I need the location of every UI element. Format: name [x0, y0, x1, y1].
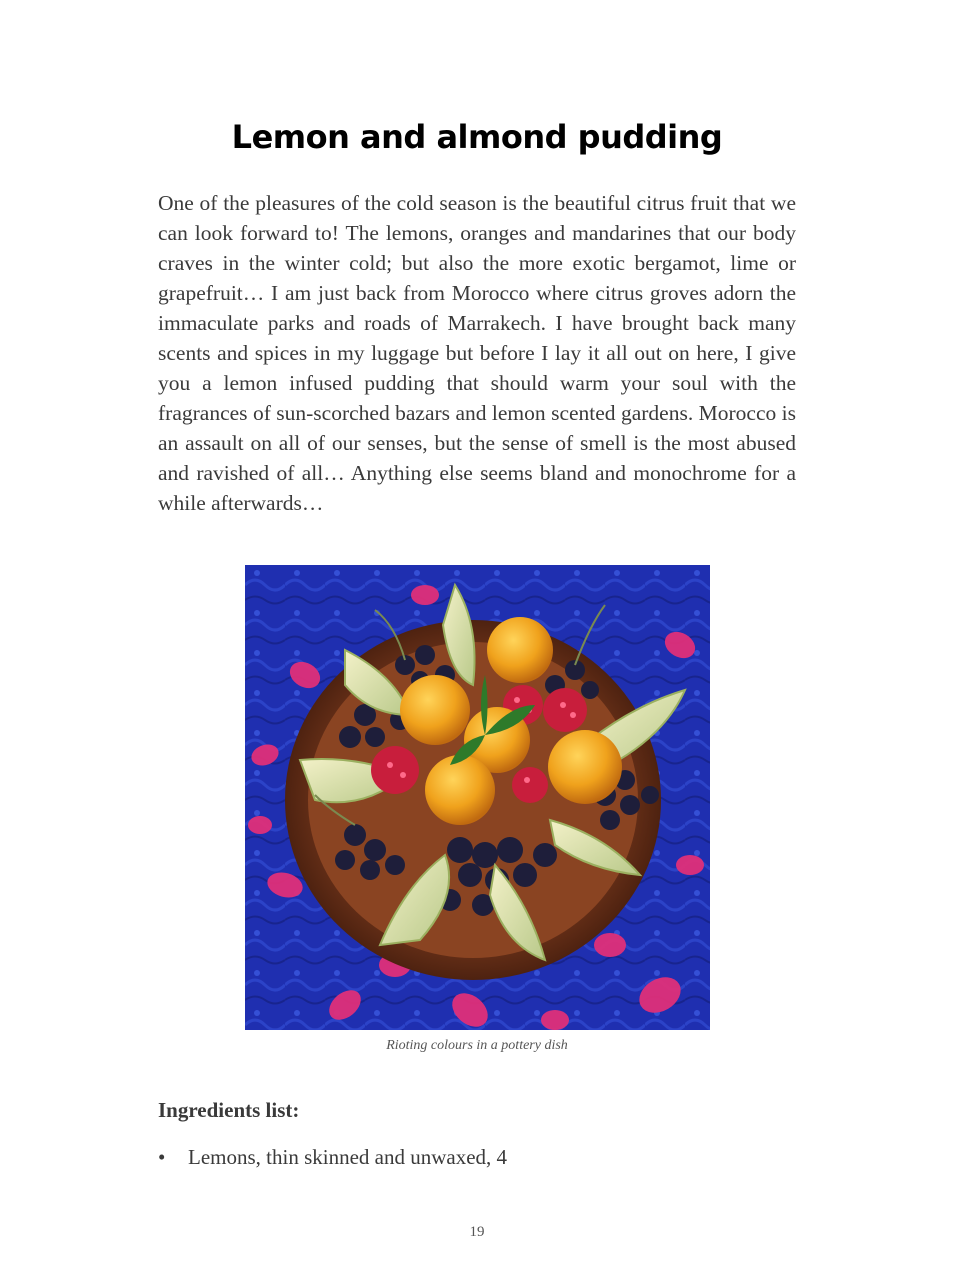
bullet-icon: •	[158, 1145, 166, 1169]
fruit-dish-photo	[245, 565, 710, 1030]
ingredient-list	[158, 1145, 507, 1170]
list-item	[158, 1145, 507, 1170]
intro-paragraph: One of the pleasures of the cold season is the beautiful citrus fruit that we can look forward to! The lemons, oranges and mandarines that our body craves in the winter cold; but also the more exotic bergamot, lime or grapefruit… I am just back from Morocco where citrus groves adorn the immaculate parks and roads of Marrakech. I have brought back many scents and spices in my luggage but before I lay it all out on here, I give you a lemon infused pudding that should warm your soul with the fragrances of sun-scorched bazars and lemon scented gardens. Morocco is an assault on all of our senses, but the sense of smell is the most abused and ravished of all… Anything else seems bland and monochrome for a while afterwards…	[158, 191, 796, 515]
ingredients-heading: Ingredients list:	[158, 1098, 300, 1122]
page-number: 19	[469, 1224, 485, 1240]
ingredient-text: Lemons, thin skinned and unwaxed, 4	[188, 1145, 508, 1169]
figure-caption: Rioting colours in a pottery dish	[386, 1038, 568, 1053]
page-title: Lemon and almond pudding	[231, 118, 723, 156]
